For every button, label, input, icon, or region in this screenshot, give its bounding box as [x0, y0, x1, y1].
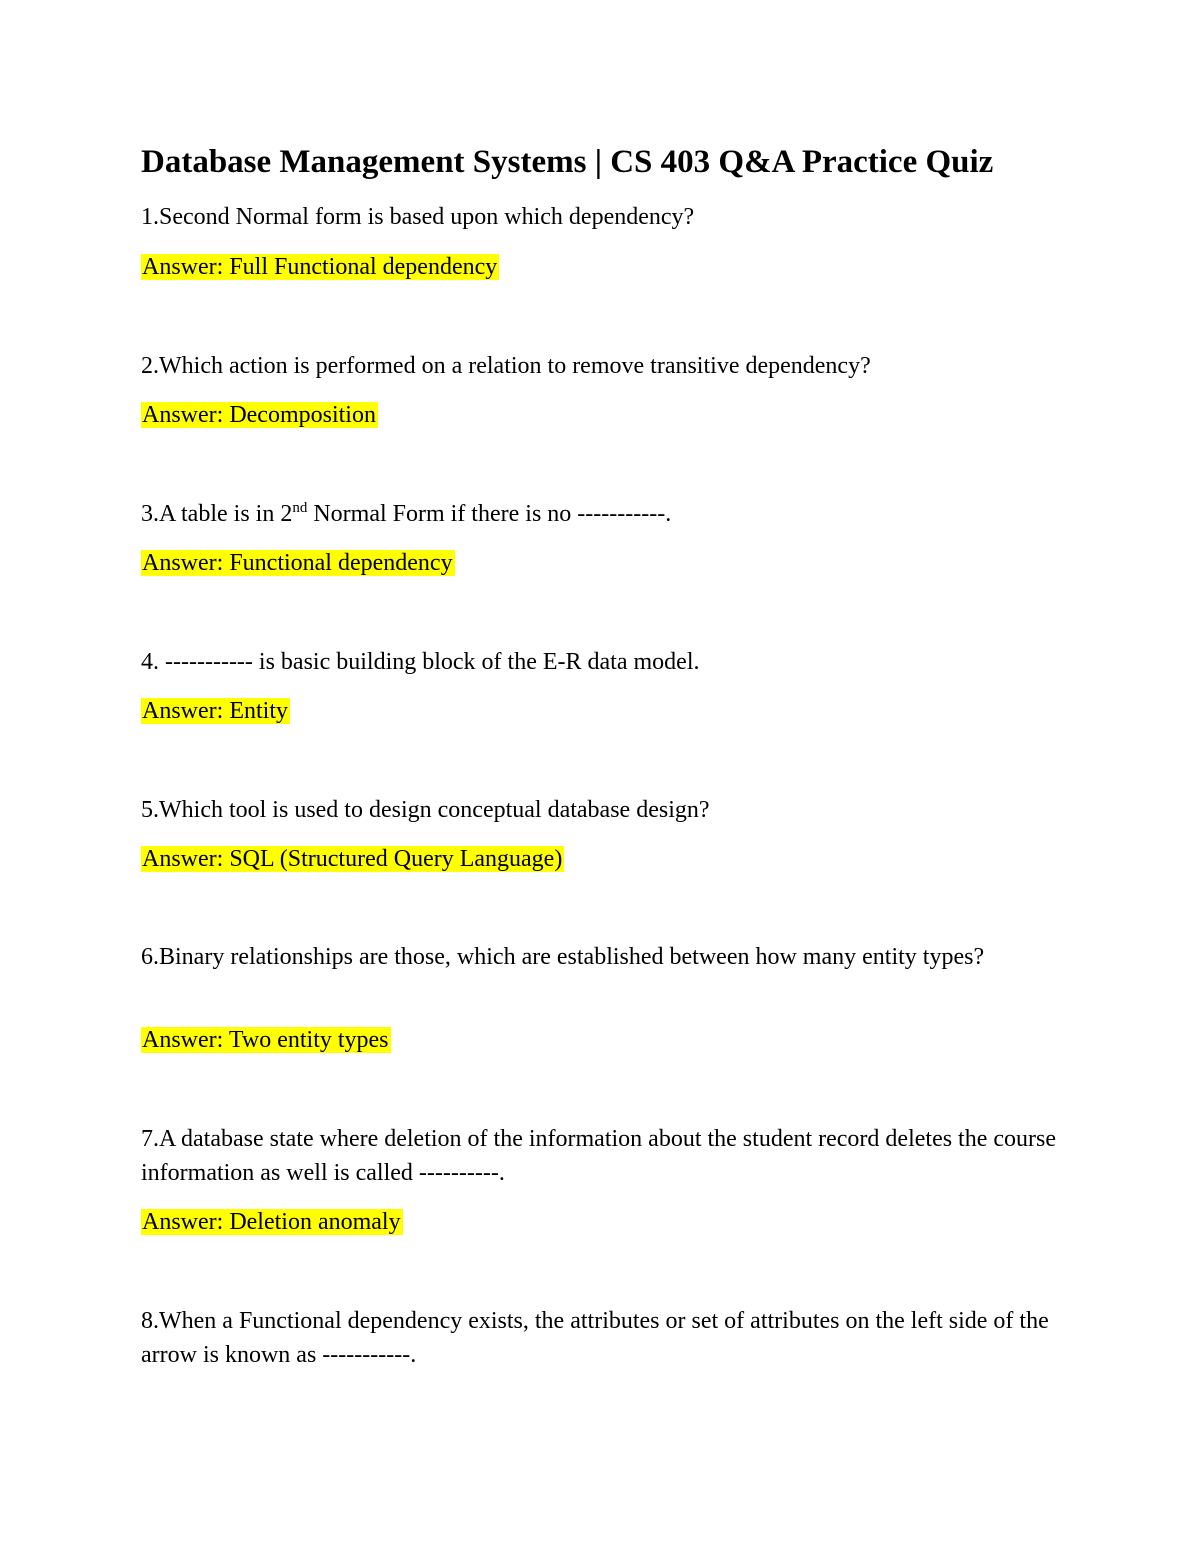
answer-highlight: Answer: SQL (Structured Query Language)	[142, 846, 563, 872]
answer-5	[141, 842, 564, 876]
answer-7	[141, 1205, 403, 1239]
answer-highlight: Answer: Entity	[142, 698, 288, 724]
question-2: 2.Which action is performed on a relation to remove transitive dependency?	[141, 353, 871, 379]
question-3-superscript: nd	[292, 500, 308, 516]
answer-6	[141, 1023, 391, 1057]
answer-highlight: Answer: Decomposition	[142, 402, 376, 428]
question-3-text-before: 3.A table is in 2	[141, 501, 293, 527]
question-3	[141, 497, 1071, 531]
answer-highlight: Answer: Deletion anomaly	[142, 1209, 401, 1235]
answer-4	[141, 694, 290, 728]
question-4: 4. ----------- is basic building block of the E-R data model.	[141, 649, 700, 675]
question-3-text-after: Normal Form if there is no -----------.	[307, 501, 672, 527]
answer-1	[141, 250, 499, 284]
question-6: 6.Binary relationships are those, which are established between how many entity types?	[141, 944, 985, 970]
question-5: 5.Which tool is used to design conceptual database design?	[141, 797, 710, 823]
answer-2	[141, 398, 378, 432]
question-1: 1.Second Normal form is based upon which dependency?	[141, 204, 695, 230]
document-title: Database Management Systems | CS 403 Q&A Practice Quiz	[141, 144, 994, 180]
answer-highlight: Answer: Full Functional dependency	[142, 254, 498, 280]
question-8: 8.When a Functional dependency exists, the attributes or set of attributes on the left side of the arrow is known as -----------.	[141, 1308, 1049, 1368]
answer-highlight: Answer: Functional dependency	[142, 550, 453, 576]
answer-highlight: Answer: Two entity types	[142, 1027, 389, 1053]
answer-3	[141, 546, 455, 580]
question-7: 7.A database state where deletion of the information about the student record deletes the course information as well is called ----------.	[141, 1126, 1057, 1186]
